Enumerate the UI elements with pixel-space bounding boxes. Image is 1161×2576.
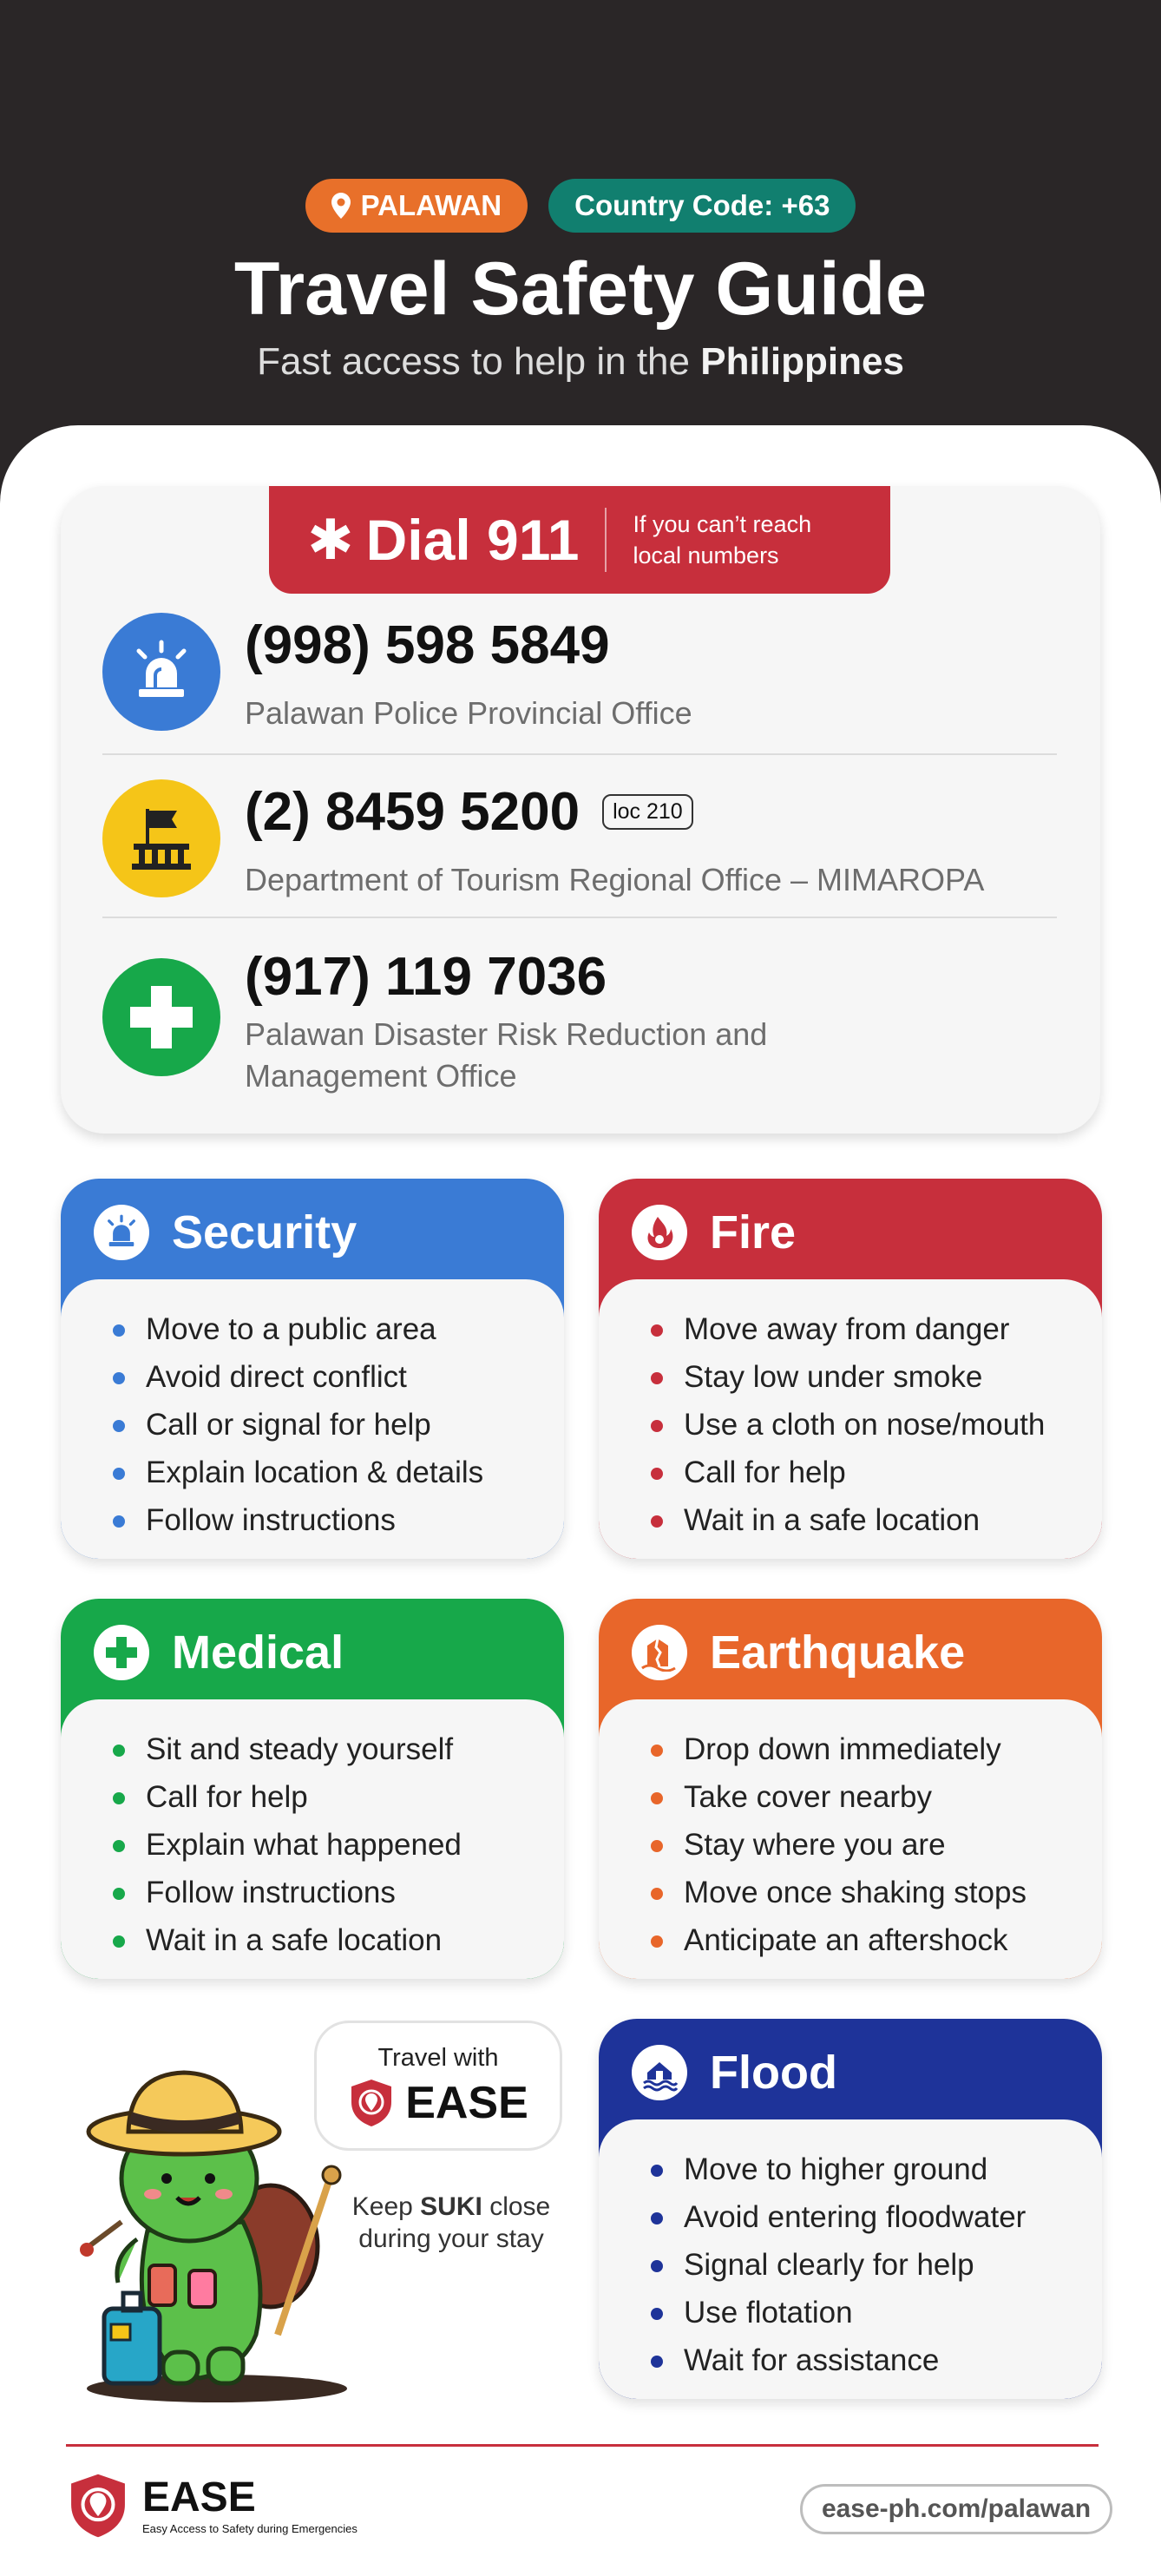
location-badge (305, 179, 528, 233)
footer-tagline: Easy Access to Safety during Emergencies (142, 2521, 357, 2535)
list-item: Use flotation (651, 2289, 1102, 2336)
list-item: Move to higher ground (651, 2146, 1102, 2193)
police-siren-icon (102, 613, 220, 731)
footer-divider (66, 2444, 1099, 2447)
list-item: Wait in a safe location (651, 1496, 1102, 1544)
keep-prefix: Keep (351, 2192, 421, 2221)
travel-with-bubble (314, 2021, 562, 2151)
header (0, 0, 1161, 486)
contact-row-disaster[interactable] (102, 947, 1057, 1094)
badge-row (0, 179, 1161, 233)
contact-row-tourism[interactable] (102, 779, 1057, 910)
list-item: Take cover nearby (651, 1773, 1102, 1821)
footer-brand: EASE (142, 2474, 256, 2520)
contact-number (245, 781, 693, 843)
subtitle-prefix: Fast access to help in the (257, 340, 701, 383)
list-item: Move away from danger (651, 1305, 1102, 1353)
banner-divider (605, 508, 607, 572)
country-code-label: Country Code: +63 (574, 189, 830, 221)
list-item: Avoid direct conflict (113, 1353, 564, 1401)
website-link[interactable]: ease-ph.com/palawan (800, 2484, 1112, 2534)
contact-divider (102, 753, 1057, 755)
list-item: Follow instructions (113, 1869, 564, 1916)
page-subtitle (0, 340, 1161, 384)
earthquake-card (599, 1599, 1102, 1979)
list-item: Signal clearly for help (651, 2241, 1102, 2289)
earthquake-icon (632, 1625, 687, 1680)
bubble-brand (317, 2077, 560, 2129)
medical-title: Medical (172, 1626, 344, 1679)
contact-number-text: (2) 8459 5200 (245, 782, 580, 842)
list-item: Move to a public area (113, 1305, 564, 1353)
ease-shield-icon (348, 2078, 395, 2128)
list-item: Move once shaking stops (651, 1869, 1102, 1916)
earthquake-title: Earthquake (710, 1626, 966, 1679)
subtitle-emphasis: Philippines (700, 340, 904, 383)
ease-shield-icon (66, 2472, 130, 2540)
contact-number-text: (917) 119 7036 (245, 947, 607, 1007)
medical-tips-list (61, 1699, 564, 1979)
list-item: Follow instructions (113, 1496, 564, 1544)
siren-icon (94, 1205, 149, 1260)
fire-tips-list (599, 1279, 1102, 1559)
bubble-small-text: Travel with (377, 2044, 499, 2072)
footer-logo[interactable] (66, 2472, 357, 2540)
dial-911-label: Dial 911 (365, 508, 580, 572)
contact-divider (102, 917, 1057, 918)
flood-title: Flood (710, 2047, 837, 2099)
earthquake-tips-list (599, 1699, 1102, 1979)
list-item: Avoid entering floodwater (651, 2193, 1102, 2241)
medical-card (61, 1599, 564, 1979)
tourism-flag-building-icon (102, 779, 220, 897)
country-code-badge (548, 179, 856, 233)
list-item: Wait in a safe location (113, 1916, 564, 1964)
list-item: Explain what happened (113, 1821, 564, 1869)
list-item: Stay where you are (651, 1821, 1102, 1869)
security-card (61, 1179, 564, 1559)
list-item: Drop down immediately (651, 1725, 1102, 1773)
keep-suki-caption (330, 2191, 573, 2255)
page-title: Travel Safety Guide (233, 247, 928, 331)
keep-suffix: close during your stay (358, 2192, 551, 2254)
list-item: Explain location & details (113, 1449, 564, 1496)
map-pin-icon (331, 193, 351, 219)
contact-number (245, 614, 610, 676)
list-item: Call for help (651, 1449, 1102, 1496)
fire-title: Fire (710, 1206, 797, 1258)
location-badge-label: PALAWAN (360, 189, 502, 221)
flood-card (599, 2019, 1102, 2399)
cross-icon (94, 1625, 149, 1680)
security-tips-list (61, 1279, 564, 1559)
flood-icon (632, 2045, 687, 2100)
list-item: Use a cloth on nose/mouth (651, 1401, 1102, 1449)
keep-name: SUKI (420, 2192, 482, 2221)
list-item: Anticipate an aftershock (651, 1916, 1102, 1964)
asterisk-icon: ✱ (307, 509, 354, 571)
contact-label: Palawan Police Provincial Office (245, 695, 692, 731)
flood-tips-list (599, 2119, 1102, 2399)
bubble-brand-text: EASE (405, 2078, 528, 2128)
list-item: Stay low under smoke (651, 1353, 1102, 1401)
list-item: Sit and steady yourself (113, 1725, 564, 1773)
fire-card (599, 1179, 1102, 1559)
fire-icon (632, 1205, 687, 1260)
contact-label: Department of Tourism Regional Office – MIMAROPA (245, 862, 985, 897)
dial-911-banner[interactable] (269, 486, 890, 594)
list-item: Wait for assistance (651, 2336, 1102, 2384)
security-title: Security (172, 1206, 357, 1258)
list-item: Call for help (113, 1773, 564, 1821)
medical-cross-icon (102, 958, 220, 1076)
contact-row-police[interactable] (102, 613, 1057, 743)
dial-911-note: If you can’t reach local numbers (633, 510, 812, 568)
contact-label: Palawan Disaster Risk Reduction and Management Office (245, 1016, 768, 1094)
extension-badge: loc 210 (602, 794, 693, 830)
list-item: Call or signal for help (113, 1401, 564, 1449)
contact-number (245, 946, 607, 1008)
contact-number-text: (998) 598 5849 (245, 615, 610, 675)
footer-brand-block (142, 2474, 357, 2535)
